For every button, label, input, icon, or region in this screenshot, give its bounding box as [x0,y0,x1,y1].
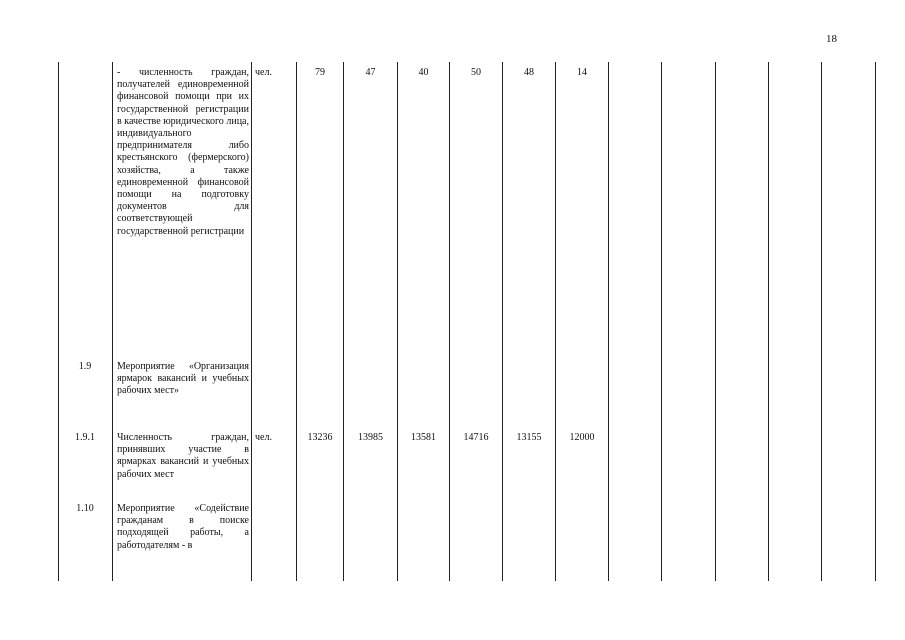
row-description: Мероприятие «Организация ярмарок вакансий и учебных рабочих мест» [117,361,249,397]
column-divider [397,62,398,581]
row-value: 14 [577,67,587,78]
column-divider [343,62,344,581]
column-divider [768,62,769,581]
column-divider [555,62,556,581]
page-number: 18 [826,33,837,45]
column-divider [449,62,450,581]
column-divider [251,62,252,581]
row-unit: чел. [255,432,272,443]
column-divider [58,62,59,581]
column-divider [875,62,876,581]
column-divider [821,62,822,581]
row-value: 12000 [569,432,595,443]
column-divider [608,62,609,581]
row-value: 50 [471,67,481,78]
row-id: 1.9 [78,361,92,372]
row-unit: чел. [255,67,272,78]
row-value: 48 [524,67,534,78]
column-divider [715,62,716,581]
row-value: 13236 [307,432,333,443]
row-description: Мероприятие «Содействие гражданам в поиске подходящей работы, а работодателям - в [117,503,249,551]
column-divider [502,62,503,581]
row-value: 14716 [463,432,489,443]
row-value: 13581 [411,432,436,443]
row-id: 1.9.1 [75,432,95,443]
column-divider [661,62,662,581]
row-value: 13155 [516,432,542,443]
row-description: - численность граждан, получателей единовременной финансовой помощи при их государственной регистрации в качестве юридического лица, индивидуального предпринимателя либо крестьянского (фермерского) хозяйства, а также единовременной финансовой помощи на подготовку документов для соответствующей государственной регистрации [117,67,249,237]
row-value: 13985 [358,432,383,443]
column-divider [112,62,113,581]
row-id: 1.10 [76,503,94,514]
column-divider [296,62,297,581]
row-description: Численность граждан, принявших участие в ярмарках вакансий и учебных рабочих мест [117,432,249,480]
row-value: 40 [418,67,429,78]
row-value: 79 [315,67,325,78]
row-value: 47 [365,67,376,78]
